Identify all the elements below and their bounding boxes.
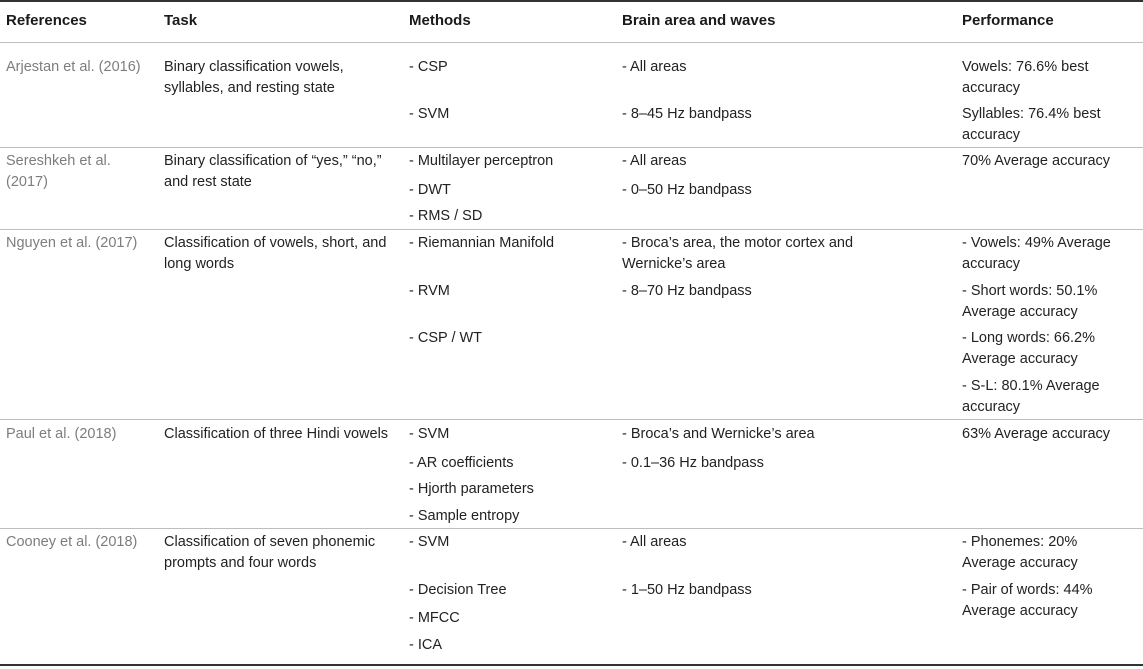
row-3-performance-3: - Long words: 66.2% Average accuracy [962,330,1095,367]
row-5-task: Classification of seven phonemic prompts and four words [164,534,376,571]
row-3-reference: Nguyen et al. (2017) [6,235,138,251]
header-references: References [6,12,87,29]
header-brain-area: Brain area and waves [622,12,776,29]
row-2-brain-2: - 0–50 Hz bandpass [622,182,752,198]
row-1-method-1: - CSP [409,59,448,75]
row-4-method-2: - AR coefficients [409,455,514,471]
header-task: Task [164,12,198,29]
row-4-performance-1: 63% Average accuracy [962,426,1111,442]
row-3-task: Classification of vowels, short, and long words [164,235,387,272]
row-4-task: Classification of three Hindi vowels [164,426,389,442]
table-bottom-rule [0,664,1143,666]
row-5-method-2: - Decision Tree [409,582,507,598]
row-5-performance-1: - Phonemes: 20% Average accuracy [962,534,1078,571]
row-2-reference: Sereshkeh et al. (2017) [6,153,111,190]
row-3-brain-1: - Broca’s area, the motor cortex and Wernicke’s area [622,235,854,272]
row-2-rule [0,229,1143,230]
row-5-performance-2: - Pair of words: 44% Average accuracy [962,582,1093,619]
row-1-performance-2: Syllables: 76.4% best accuracy [962,106,1101,143]
row-5-reference: Cooney et al. (2018) [6,534,138,550]
row-2-performance-1: 70% Average accuracy [962,153,1111,169]
row-3-performance-1: - Vowels: 49% Average accuracy [962,235,1111,272]
row-2-method-1: - Multilayer perceptron [409,153,554,169]
row-2-method-2: - DWT [409,182,451,198]
row-4-brain-1: - Broca’s and Wernicke’s area [622,426,815,442]
header-performance: Performance [962,12,1054,29]
row-1-brain-1: - All areas [622,59,687,75]
row-1-task: Binary classification vowels, syllables, and resting state [164,59,344,96]
header-rule [0,42,1143,43]
row-1-method-2: - SVM [409,106,450,122]
row-5-method-3: - MFCC [409,610,460,626]
row-4-method-1: - SVM [409,426,450,442]
row-4-method-3: - Hjorth parameters [409,481,534,497]
row-2-method-3: - RMS / SD [409,208,483,224]
row-5-brain-2: - 1–50 Hz bandpass [622,582,752,598]
row-3-method-2: - RVM [409,283,450,299]
row-4-reference: Paul et al. (2018) [6,426,117,442]
row-1-reference: Arjestan et al. (2016) [6,59,141,75]
table-top-rule [0,0,1143,2]
row-5-method-4: - ICA [409,637,443,653]
row-4-brain-2: - 0.1–36 Hz bandpass [622,455,764,471]
row-1-brain-2: - 8–45 Hz bandpass [622,106,752,122]
row-1-rule [0,147,1143,148]
row-1-performance-1: Vowels: 76.6% best accuracy [962,59,1089,96]
row-3-method-3: - CSP / WT [409,330,483,346]
row-4-method-4: - Sample entropy [409,508,520,524]
row-3-performance-4: - S-L: 80.1% Average accuracy [962,378,1100,415]
row-5-brain-1: - All areas [622,534,687,550]
row-3-performance-2: - Short words: 50.1% Average accuracy [962,283,1098,320]
row-2-brain-1: - All areas [622,153,687,169]
row-2-task: Binary classification of “yes,” “no,” and rest state [164,153,382,190]
row-3-method-1: - Riemannian Manifold [409,235,555,251]
row-4-rule [0,528,1143,529]
row-3-rule [0,419,1143,420]
row-3-brain-2: - 8–70 Hz bandpass [622,283,752,299]
header-methods: Methods [409,12,471,29]
row-5-method-1: - SVM [409,534,450,550]
